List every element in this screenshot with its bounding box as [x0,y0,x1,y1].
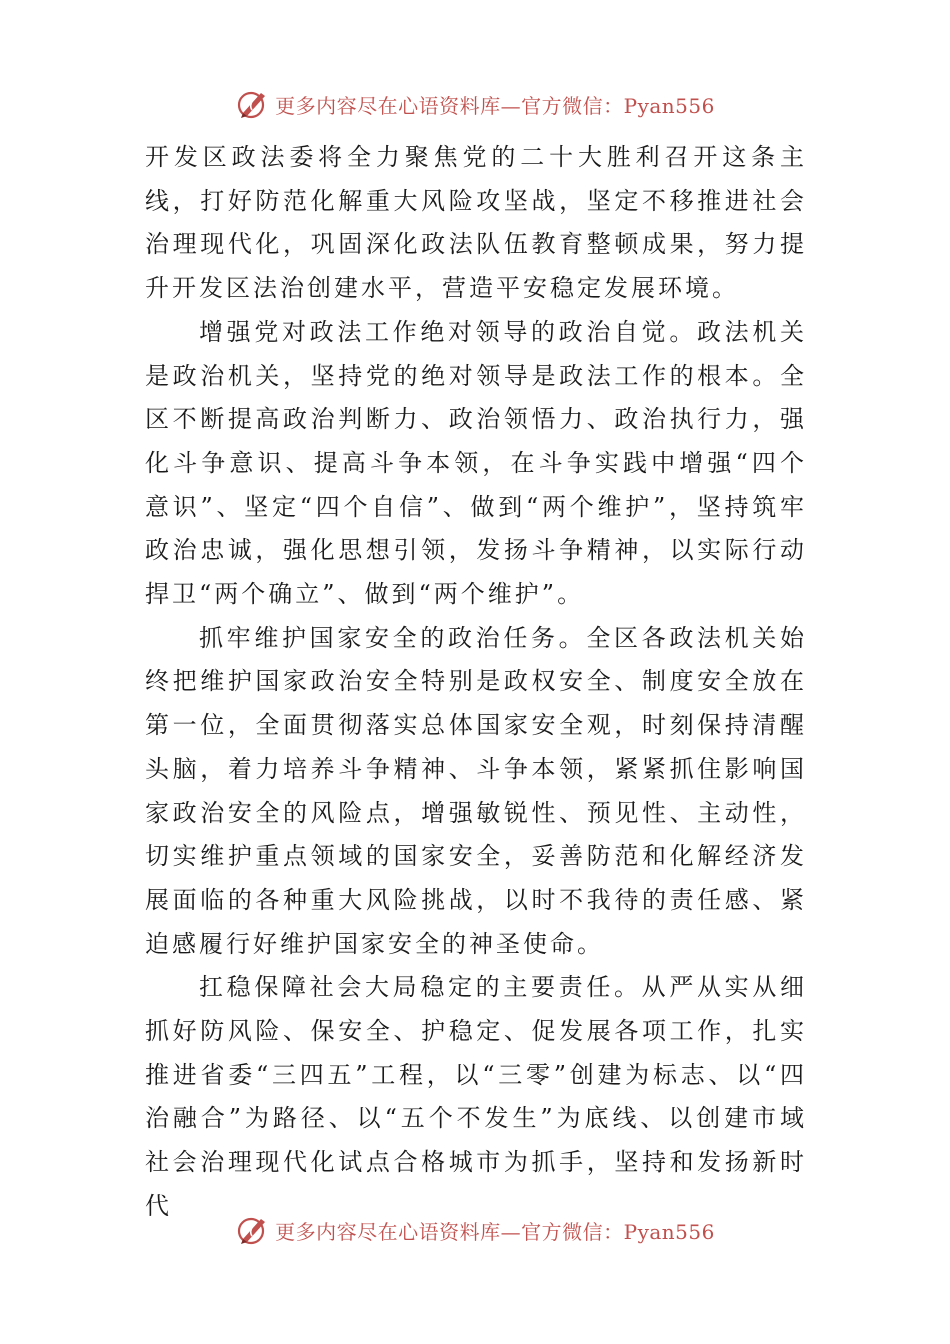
footer-banner-text: 更多内容尽在心语资料库—官方微信：Pyan556 [275,1219,715,1244]
paragraph-3: 抓牢维护国家安全的政治任务。全区各政法机关始终把维护国家政治安全特别是政权安全、制度安全放在第一位，全面贯彻落实总体国家安全观，时刻保持清醒头脑，着力培养斗争精神、斗争本领，紧紧抓住影响国家政治安全的风险点，增强敏锐性、预见性、主动性，切实维护重点领域的国家安全，妥善防范和化解经济发展面临的各种重大风险挑战，以时不我待的责任感、紧迫感履行好维护国家安全的神圣使命。 [145,623,807,958]
header-banner-text: 更多内容尽在心语资料库—官方微信：Pyan556 [275,93,715,118]
header-banner [0,84,950,124]
pen-circle-logo-icon [235,1212,271,1248]
pen-circle-logo-icon [235,86,271,122]
paragraph-4: 扛稳保障社会大局稳定的主要责任。从严从实从细抓好防风险、保安全、护稳定、促发展各项工作，扎实推进省委“三四五”工程，以“三零”创建为标志、以“四治融合”为路径、以“五个不发生”为底线、以创建市域社会治理现代化试点合格城市为抓手，坚持和发扬新时代 [145,973,807,1220]
paragraph-1: 开发区政法委将全力聚焦党的二十大胜利召开这条主线，打好防范化解重大风险攻坚战，坚定不移推进社会治理现代化，巩固深化政法队伍教育整顿成果，努力提升开发区法治创建水平，营造平安稳定发展环境。 [145,143,807,303]
paragraph-2: 增强党对政法工作绝对领导的政治自觉。政法机关是政治机关，坚持党的绝对领导是政法工作的根本。全区不断提高政治判断力、政治领悟力、政治执行力，强化斗争意识、提高斗争本领，在斗争实践中增强“四个意识”、坚定“四个自信”、做到“两个维护”，坚持筑牢政治忠诚，强化思想引领，发扬斗争精神，以实际行动捍卫“两个确立”、做到“两个维护”。 [145,317,807,609]
footer-banner [0,1210,950,1250]
document-body [145,136,807,1229]
